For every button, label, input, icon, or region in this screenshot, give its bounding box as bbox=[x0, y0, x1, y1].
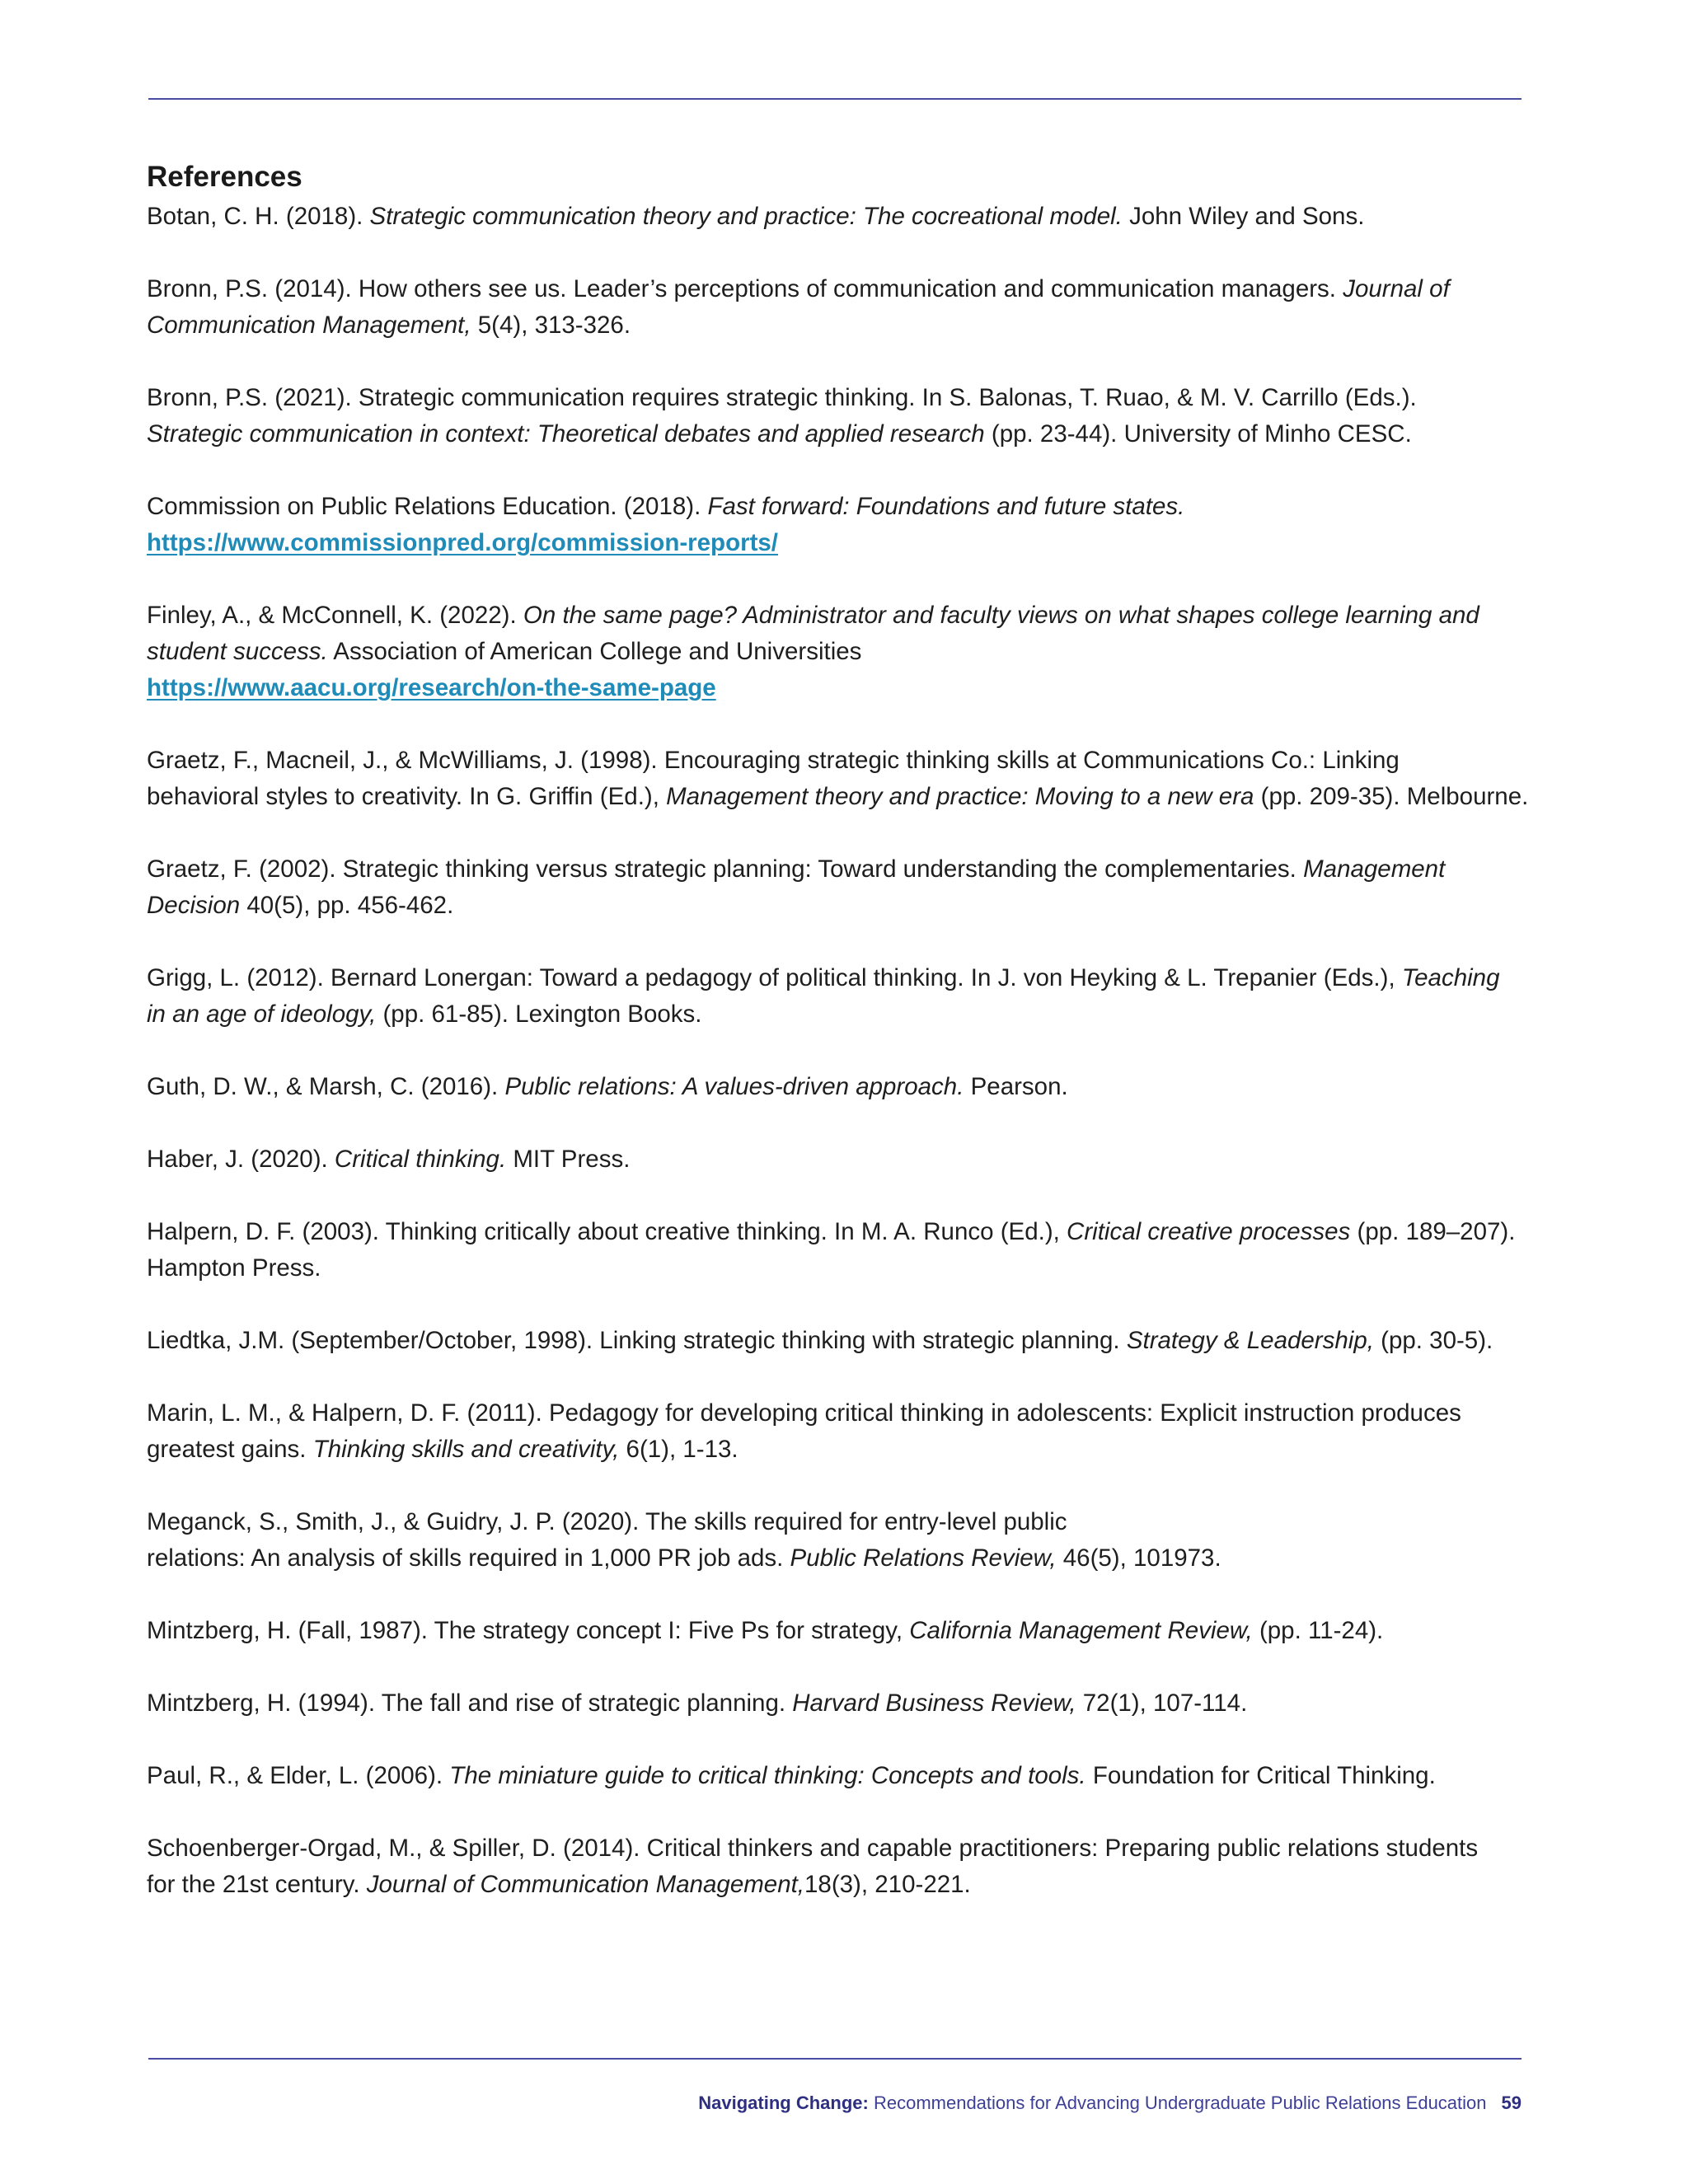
reference-line bbox=[147, 1758, 1540, 1794]
reference-text: Meganck, S., Smith, J., & Guidry, J. P. (2020). The skills required for entry-level public bbox=[147, 1508, 1067, 1535]
reference-entry bbox=[147, 380, 1540, 452]
reference-text: John Wiley and Sons. bbox=[1122, 203, 1365, 230]
reference-text: for the 21st century. bbox=[147, 1871, 367, 1898]
reference-line bbox=[147, 960, 1540, 996]
reference-line bbox=[147, 779, 1540, 815]
reference-entry bbox=[147, 1069, 1540, 1105]
reference-line bbox=[147, 1685, 1540, 1722]
reference-title: Thinking skills and creativity, bbox=[312, 1436, 620, 1463]
reference-text: (pp. 61-85). Lexington Books. bbox=[376, 1001, 702, 1028]
reference-entry bbox=[147, 1141, 1540, 1178]
reference-title: Fast forward: Foundations and future states. bbox=[707, 493, 1185, 520]
reference-line bbox=[147, 1069, 1540, 1105]
reference-text: Bronn, P.S. (2014). How others see us. Leader’s perceptions of communication and communication managers. bbox=[147, 275, 1343, 302]
reference-title: Decision bbox=[147, 892, 241, 919]
footer-brand: Navigating Change: bbox=[698, 2093, 869, 2113]
reference-entry bbox=[147, 489, 1540, 561]
footer-subtitle: Recommendations for Advancing Undergraduate Public Relations Education bbox=[868, 2093, 1487, 2113]
reference-entry bbox=[147, 1613, 1540, 1649]
reference-text: (pp. 189–207). bbox=[1350, 1218, 1516, 1245]
reference-line bbox=[147, 416, 1540, 452]
reference-link[interactable]: https://www.aacu.org/research/on-the-same-page bbox=[147, 674, 716, 701]
reference-text: behavioral styles to creativity. In G. Griffin (Ed.), bbox=[147, 783, 667, 810]
reference-entry bbox=[147, 1395, 1540, 1468]
reference-title: in an age of ideology, bbox=[147, 1001, 377, 1028]
reference-line bbox=[147, 1214, 1540, 1250]
reference-text: greatest gains. bbox=[147, 1436, 313, 1463]
reference-line bbox=[147, 851, 1540, 888]
reference-text: Marin, L. M., & Halpern, D. F. (2011). Pedagogy for developing critical thinking in adolescents: Explicit instruction produces bbox=[147, 1399, 1461, 1427]
reference-text: Paul, R., & Elder, L. (2006). bbox=[147, 1762, 450, 1789]
reference-title: Harvard Business Review, bbox=[792, 1690, 1076, 1717]
reference-line bbox=[147, 199, 1540, 235]
reference-text: Mintzberg, H. (Fall, 1987). The strategy concept I: Five Ps for strategy, bbox=[147, 1617, 910, 1644]
reference-line bbox=[147, 1250, 1540, 1286]
page-number: 59 bbox=[1501, 2093, 1522, 2113]
footer-rule bbox=[148, 2058, 1522, 2060]
reference-entry bbox=[147, 1504, 1540, 1577]
reference-line bbox=[147, 1323, 1540, 1359]
reference-line bbox=[147, 1141, 1540, 1178]
reference-text: 46(5), 101973. bbox=[1056, 1544, 1221, 1572]
reference-line bbox=[147, 888, 1540, 924]
reference-list bbox=[147, 199, 1540, 1903]
reference-entry bbox=[147, 743, 1540, 815]
reference-entry bbox=[147, 1214, 1540, 1286]
header-rule bbox=[148, 98, 1522, 100]
reference-line bbox=[147, 489, 1540, 525]
reference-text: Liedtka, J.M. (September/October, 1998). Linking strategic thinking with strategic planning. bbox=[147, 1327, 1127, 1354]
reference-line bbox=[147, 996, 1540, 1033]
page-footer bbox=[698, 2091, 1522, 2116]
reference-text: 6(1), 1-13. bbox=[619, 1436, 738, 1463]
reference-text: Mintzberg, H. (1994). The fall and rise of strategic planning. bbox=[147, 1690, 793, 1717]
reference-title: On the same page? Administrator and faculty views on what shapes college learning and bbox=[523, 602, 1479, 629]
reference-text: 72(1), 107-114. bbox=[1076, 1690, 1248, 1717]
reference-title: Management bbox=[1303, 855, 1446, 883]
reference-text: Finley, A., & McConnell, K. (2022). bbox=[147, 602, 523, 629]
reference-text: (pp. 11-24). bbox=[1252, 1617, 1384, 1644]
reference-title: Communication Management, bbox=[147, 312, 471, 339]
reference-title: Public relations: A values-driven approach. bbox=[504, 1073, 964, 1100]
reference-text: 18(3), 210-221. bbox=[804, 1871, 971, 1898]
reference-entry bbox=[147, 960, 1540, 1033]
reference-title: Strategic communication theory and practice: The cocreational model. bbox=[369, 203, 1123, 230]
reference-entry bbox=[147, 1323, 1540, 1359]
reference-line bbox=[147, 525, 1540, 561]
reference-text: relations: An analysis of skills required in 1,000 PR job ads. bbox=[147, 1544, 790, 1572]
reference-line bbox=[147, 1395, 1540, 1432]
reference-line bbox=[147, 307, 1540, 344]
reference-text: Haber, J. (2020). bbox=[147, 1146, 335, 1173]
reference-line bbox=[147, 1867, 1540, 1903]
reference-title: Journal of bbox=[1343, 275, 1450, 302]
references-heading: References bbox=[147, 161, 302, 193]
reference-text: 5(4), 313-326. bbox=[471, 312, 631, 339]
reference-line bbox=[147, 271, 1540, 307]
reference-entry bbox=[147, 271, 1540, 344]
reference-line bbox=[147, 1504, 1540, 1540]
reference-title: The miniature guide to critical thinking: Concepts and tools. bbox=[449, 1762, 1086, 1789]
reference-entry bbox=[147, 1758, 1540, 1794]
reference-text: Hampton Press. bbox=[147, 1254, 321, 1282]
reference-text: Schoenberger-Orgad, M., & Spiller, D. (2014). Critical thinkers and capable practitioners: Preparing public relations students bbox=[147, 1835, 1479, 1862]
reference-title: Strategy & Leadership, bbox=[1126, 1327, 1374, 1354]
reference-link[interactable]: https://www.commissionpred.org/commission-reports/ bbox=[147, 529, 779, 556]
reference-line bbox=[147, 1432, 1540, 1468]
reference-text: Grigg, L. (2012). Bernard Lonergan: Toward a pedagogy of political thinking. In J. von Heyking & L. Trepanier (Eds.), bbox=[147, 964, 1402, 991]
reference-title: Management theory and practice: Moving to a new era bbox=[666, 783, 1254, 810]
reference-text: Halpern, D. F. (2003). Thinking critically about creative thinking. In M. A. Runco (Ed.), bbox=[147, 1218, 1067, 1245]
reference-line bbox=[147, 380, 1540, 416]
references-section bbox=[147, 157, 1540, 1939]
reference-title: California Management Review, bbox=[909, 1617, 1253, 1644]
reference-text: Botan, C. H. (2018). bbox=[147, 203, 370, 230]
reference-entry bbox=[147, 851, 1540, 924]
reference-text: (pp. 30-5). bbox=[1373, 1327, 1493, 1354]
reference-text: Graetz, F. (2002). Strategic thinking versus strategic planning: Toward understanding the complementaries. bbox=[147, 855, 1304, 883]
reference-text: (pp. 23-44). University of Minho CESC. bbox=[984, 420, 1412, 448]
reference-text: MIT Press. bbox=[506, 1146, 631, 1173]
reference-line bbox=[147, 1540, 1540, 1577]
reference-title: Public Relations Review, bbox=[790, 1544, 1057, 1572]
reference-text: Commission on Public Relations Education. (2018). bbox=[147, 493, 708, 520]
reference-line bbox=[147, 634, 1540, 670]
reference-text: Association of American College and Universities bbox=[327, 638, 862, 665]
reference-entry bbox=[147, 1830, 1540, 1903]
reference-line bbox=[147, 670, 1540, 706]
reference-line bbox=[147, 1613, 1540, 1649]
reference-text: Foundation for Critical Thinking. bbox=[1085, 1762, 1436, 1789]
reference-line bbox=[147, 743, 1540, 779]
reference-entry bbox=[147, 598, 1540, 706]
reference-title: Teaching bbox=[1401, 964, 1500, 991]
reference-text: (pp. 209-35). Melbourne. bbox=[1254, 783, 1529, 810]
reference-entry bbox=[147, 199, 1540, 235]
reference-text: Bronn, P.S. (2021). Strategic communication requires strategic thinking. In S. Balonas, T. Ruao, & M. V. Carrillo (Eds.). bbox=[147, 384, 1417, 411]
reference-title: Critical thinking. bbox=[334, 1146, 507, 1173]
reference-title: Strategic communication in context: Theoretical debates and applied research bbox=[147, 420, 985, 448]
reference-text: Pearson. bbox=[964, 1073, 1068, 1100]
reference-title: Journal of Communication Management, bbox=[366, 1871, 805, 1898]
reference-title: Critical creative processes bbox=[1067, 1218, 1351, 1245]
reference-line bbox=[147, 598, 1540, 634]
reference-text: Graetz, F., Macneil, J., & McWilliams, J. (1998). Encouraging strategic thinking skills at Communications Co.: Linking bbox=[147, 747, 1400, 774]
reference-line bbox=[147, 1830, 1540, 1867]
reference-entry bbox=[147, 1685, 1540, 1722]
reference-title: student success. bbox=[147, 638, 328, 665]
reference-text: 40(5), pp. 456-462. bbox=[240, 892, 454, 919]
reference-text: Guth, D. W., & Marsh, C. (2016). bbox=[147, 1073, 505, 1100]
